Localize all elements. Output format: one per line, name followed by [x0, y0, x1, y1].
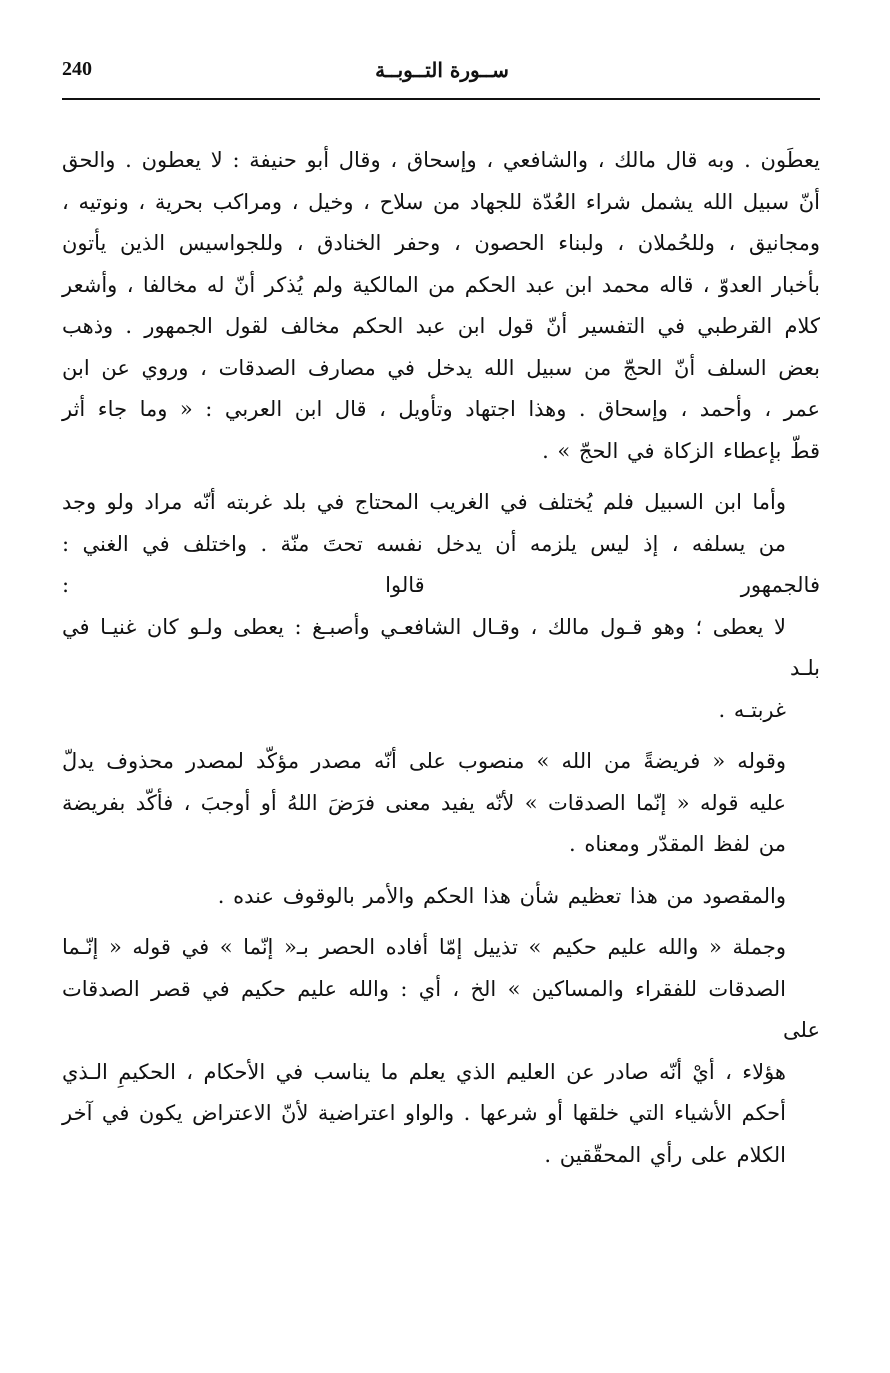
page-number: 240 — [62, 58, 92, 80]
text-line: من لفظ المقدّر ومعناه . — [569, 832, 786, 856]
text-line: قطّ بإعطاء الزكاة في الحجّ » . — [542, 438, 820, 463]
text-line: والمقصود من هذا تعظيم شأن هذا الحكم والأمر بالوقوف عنده . — [217, 883, 786, 908]
text-line: ومجانيق ، وللحُملان ، ولبناء الحصون ، وحفر الخنادق ، وللجواسيس الذين يأتون — [62, 231, 820, 255]
text-line: وأما ابن السبيل فلم يُختلف في الغريب المحتاج في بلد غربته أنّه مراد ولو وجد — [62, 490, 786, 514]
text-line: وجملة « والله عليم حكيم » تذييل إمّا أفاده الحصر بـ« إنّما » في قوله « إنّـما — [62, 935, 786, 959]
running-title: ســورة التــوبــة — [375, 58, 509, 82]
header-rule — [62, 98, 820, 100]
text-line: أحكم الأشياء التي خلقها أو شرعها . والواو اعتراضية لأنّ الاعتراض يكون في آخر — [62, 1101, 786, 1125]
text-line: عليه قوله « إنّما الصدقات » لأنّه يفيد معنى فرَضَ اللهُ أو أوجبَ ، فأكّد بفريضة — [62, 790, 786, 815]
text-line: الكلام على رأي المحقّقين . — [544, 1142, 786, 1167]
text-line: كلام القرطبي في التفسير أنّ قول ابن عبد الحكم مخالف لقول الجمهور . وذهب — [62, 314, 820, 338]
text-line: يعطَون . وبه قال مالك ، والشافعي ، وإسحاق ، وقال أبو حنيفة : لا يعطون . والحق — [62, 148, 820, 172]
body-text — [62, 140, 820, 1176]
text-line: من يسلفه ، إذ ليس يلزمه أن يدخل نفسه تحتَ منّة . واختلف في الغني : فالجمهور قالوا : — [62, 531, 820, 597]
paragraph — [62, 876, 820, 918]
text-line: بأخبار العدوّ ، قاله محمد ابن عبد الحكم من المالكية ولم يُذكر أنّ له مخالفا ، وأشعر — [62, 272, 820, 297]
paragraph — [62, 140, 820, 472]
page-header — [62, 58, 822, 94]
text-line: غربتـه . — [718, 697, 786, 722]
text-line: أنّ سبيل الله يشمل شراء العُدّة للجهاد من سلاح ، وخيل ، ومراكب بحرية ، ونوتيه ، — [62, 189, 820, 214]
text-line: بعض السلف أنّ الحجّ من سبيل الله يدخل في مصارف الصدقات ، وروي عن ابن — [62, 355, 820, 380]
paragraph — [62, 482, 820, 731]
text-line: الصدقات للفقراء والمساكين » الخ ، أي : والله عليم حكيم في قصر الصدقات على — [62, 976, 820, 1042]
text-line: هؤلاء ، أيْ أنّه صادر عن العليم الذي يعلم ما يناسب في الأحكام ، الحكيمِ الـذي — [62, 1059, 786, 1084]
text-line: عمر ، وأحمد ، وإسحاق . وهذا اجتهاد وتأويل ، قال ابن العربي : « وما جاء أثر — [62, 397, 820, 421]
paragraph — [62, 927, 820, 1176]
text-line: لا يعطى ؛ وهو قـول مالك ، وقـال الشافعـي وأصبـغ : يعطى ولـو كان غنيـا في بلـد — [62, 614, 820, 680]
text-line: وقوله « فريضةً من الله » منصوب على أنّه مصدر مؤكّد لمصدر محذوف يدلّ — [62, 749, 786, 773]
paragraph — [62, 741, 820, 866]
